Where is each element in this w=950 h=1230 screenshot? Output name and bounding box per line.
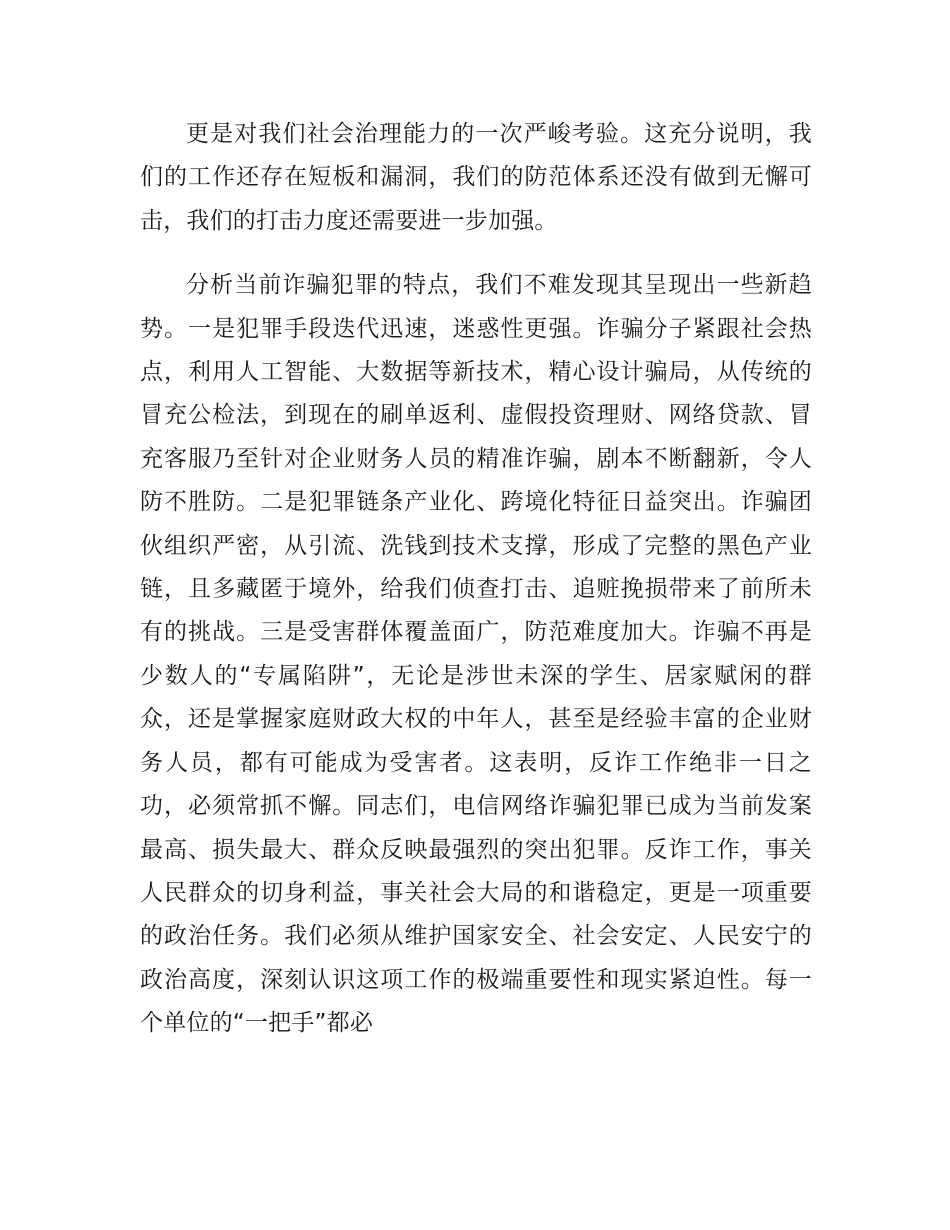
paragraph-2: 分析当前诈骗犯罪的特点，我们不难发现其呈现出一些新趋势。一是犯罪手段迭代迅速，迷惑性更强。诈骗分子紧跟社会热点，利用人工智能、大数据等新技术，精心设计骗局，从传统的冒充公检法，到现在的刷单返利、虚假投资理财、网络贷款、冒充客服乃至针对企业财务人员的精准诈骗，剧本不断翻新，令人防不胜防。二是犯罪链条产业化、跨境化特征日益突出。诈骗团伙组织严密，从引流、洗钱到技术支撑，形成了完整的黑色产业链，且多藏匿于境外，给我们侦查打击、追赃挽损带来了前所未有的挑战。三是受害群体覆盖面广，防范难度加大。诈骗不再是少数人的“专属陷阱”，无论是涉世未深的学生、居家赋闲的群众，还是掌握家庭财政大权的中年人，甚至是经验丰富的企业财务人员，都有可能成为受害者。这表明，反诈工作绝非一日之功，必须常抓不懈。同志们，电信网络诈骗犯罪已成为当前发案最高、损失最大、群众反映最强烈的突出犯罪。反诈工作，事关人民群众的切身利益，事关社会大局的和谐稳定，更是一项重要的政治任务。我们必须从维护国家安全、社会安定、人民安宁的政治高度，深刻认识这项工作的极端重要性和现实紧迫性。每一个单位的“一把手”都必 [140,272,812,1037]
document-body [140,113,812,1046]
paragraph-1: 更是对我们社会治理能力的一次严峻考验。这充分说明，我们的工作还存在短板和漏洞，我们的防范体系还没有做到无懈可击，我们的打击力度还需要进一步加强。 [140,121,812,234]
